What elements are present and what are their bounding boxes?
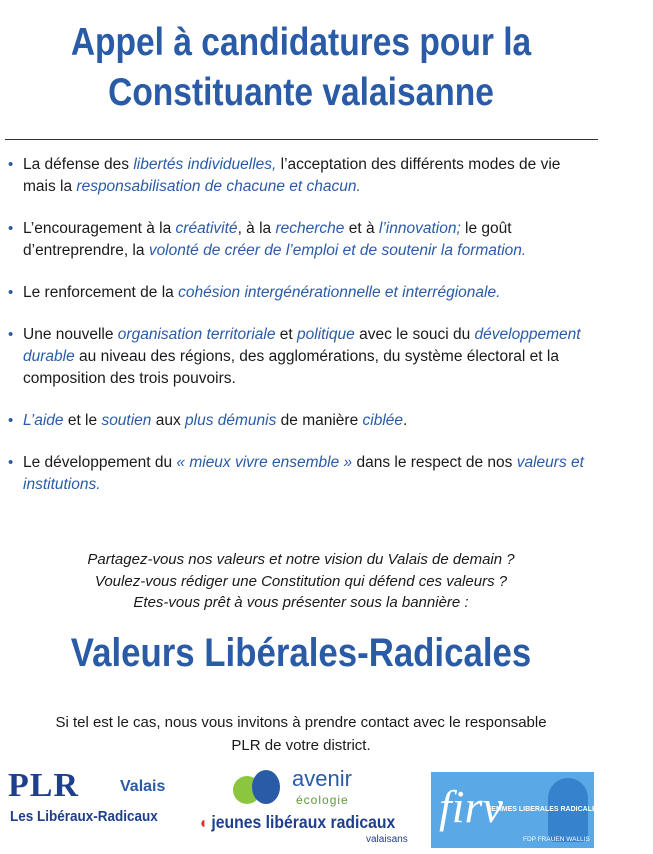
highlighted-phrase: volonté de créer de l’emploi et de soutenir la formation. [148,242,527,259]
avenir-blue-circle-icon [252,770,280,804]
bullet-text: et [275,326,298,343]
bullet-text: Le renforcement de la [23,284,179,301]
question-1: Partagez-vous nos valeurs et notre vision du Valais de demain ? [87,551,515,568]
bullet-dot-icon: • [8,220,14,237]
jlr-logo [200,812,395,833]
bullet-text: L’encouragement à la [23,220,176,237]
bullet-dot-icon: • [8,156,14,173]
bullet-text: de manière [276,412,363,429]
question-3: Etes-vous prêt à vous présenter sous la bannière : [133,594,469,611]
highlighted-phrase: libertés individuelles, [133,156,277,173]
bullet-item [8,410,594,432]
plr-logo-subtitle: Les Libéraux-Radicaux [10,808,158,825]
bullet-dot-icon: • [8,326,14,343]
highlighted-phrase: politique [297,326,355,343]
highlighted-phrase: développement durable [23,326,581,365]
bullet-dot-icon: • [8,284,14,301]
bullet-text: aux [151,412,186,429]
bullet-text: Une nouvelle [23,326,118,343]
bullet-text: l’acceptation des différents modes de vie mais la [23,156,561,195]
avenir-jlr-logos [200,768,430,848]
highlighted-phrase: responsabilisation de chacune et chacun. [76,178,361,195]
plr-logo-region: Valais [120,778,166,795]
question-2: Voulez-vous rédiger une Constitution qui défend ces valeurs ? [94,572,508,590]
plr-logo-name: PLR [8,767,79,804]
firv-logo-name: firv [439,781,503,832]
bullet-text: Le développement du [23,454,177,471]
avenir-logo-name: avenir [292,766,352,791]
highlighted-phrase: recherche [275,220,345,237]
highlighted-phrase: valeurs et institutions. [23,454,584,493]
plr-logo [8,766,198,836]
highlighted-phrase: ciblée [362,412,404,429]
highlighted-phrase: « mieux vivre ensemble » [176,454,353,471]
firv-logo [431,772,653,848]
jlr-logo-name: jeunes libéraux radicaux [211,812,396,832]
firv-logo-line-1: FEMMES LIBERALES RADICALES VALAISANNES [487,806,653,813]
title-divider [5,139,598,140]
bullet-list [8,154,594,516]
bullet-text: dans le respect de nos [352,454,517,471]
highlighted-phrase: L’aide [23,412,64,429]
contact-line-2: PLR de votre district. [231,737,371,754]
bullet-text: et à [344,220,379,237]
bullet-text: La défense des [23,156,134,173]
highlighted-phrase: créativité [175,220,238,237]
bullet-text: et le [63,412,102,429]
highlighted-phrase: plus démunis [185,412,277,429]
bullet-dot-icon: • [8,454,14,471]
jlr-swirl-icon: ◐ [200,815,209,832]
avenir-logo-sub: écologie [296,793,349,807]
bullet-text: le goût d’entreprendre, la [23,220,512,259]
bullet-item [8,452,594,496]
highlighted-phrase: l’innovation; [378,220,461,237]
bullet-item [8,324,594,390]
highlighted-phrase: soutien [101,412,152,429]
contact-text [0,711,602,757]
bullet-text: au niveau des régions, des agglomérations, du système électoral et la composition des trois pouvoirs. [23,348,559,387]
title-line-1: Appel à candidatures pour la [70,21,532,64]
bullet-dot-icon: • [8,412,14,429]
bullet-text: , à la [237,220,276,237]
bullet-item [8,282,594,304]
bullet-item [8,218,594,262]
page-title [42,18,560,118]
highlighted-phrase: organisation territoriale [117,326,276,343]
bullet-text: avec le souci du [354,326,475,343]
highlighted-phrase: cohésion intergénérationnelle et interrégionale. [178,284,501,301]
slogan: Valeurs Libérales-Radicales [70,631,532,675]
bullet-text: . [403,412,408,429]
title-line-2: Constituante valaisanne [108,71,494,114]
contact-line-1: Si tel est le cas, nous vous invitons à prendre contact avec le responsable [55,714,547,731]
firv-logo-line-2: FDP FRAUEN WALLIS [523,836,590,843]
questions-block [0,549,602,614]
bullet-item [8,154,594,198]
jlr-logo-sub: valaisans [366,834,408,845]
